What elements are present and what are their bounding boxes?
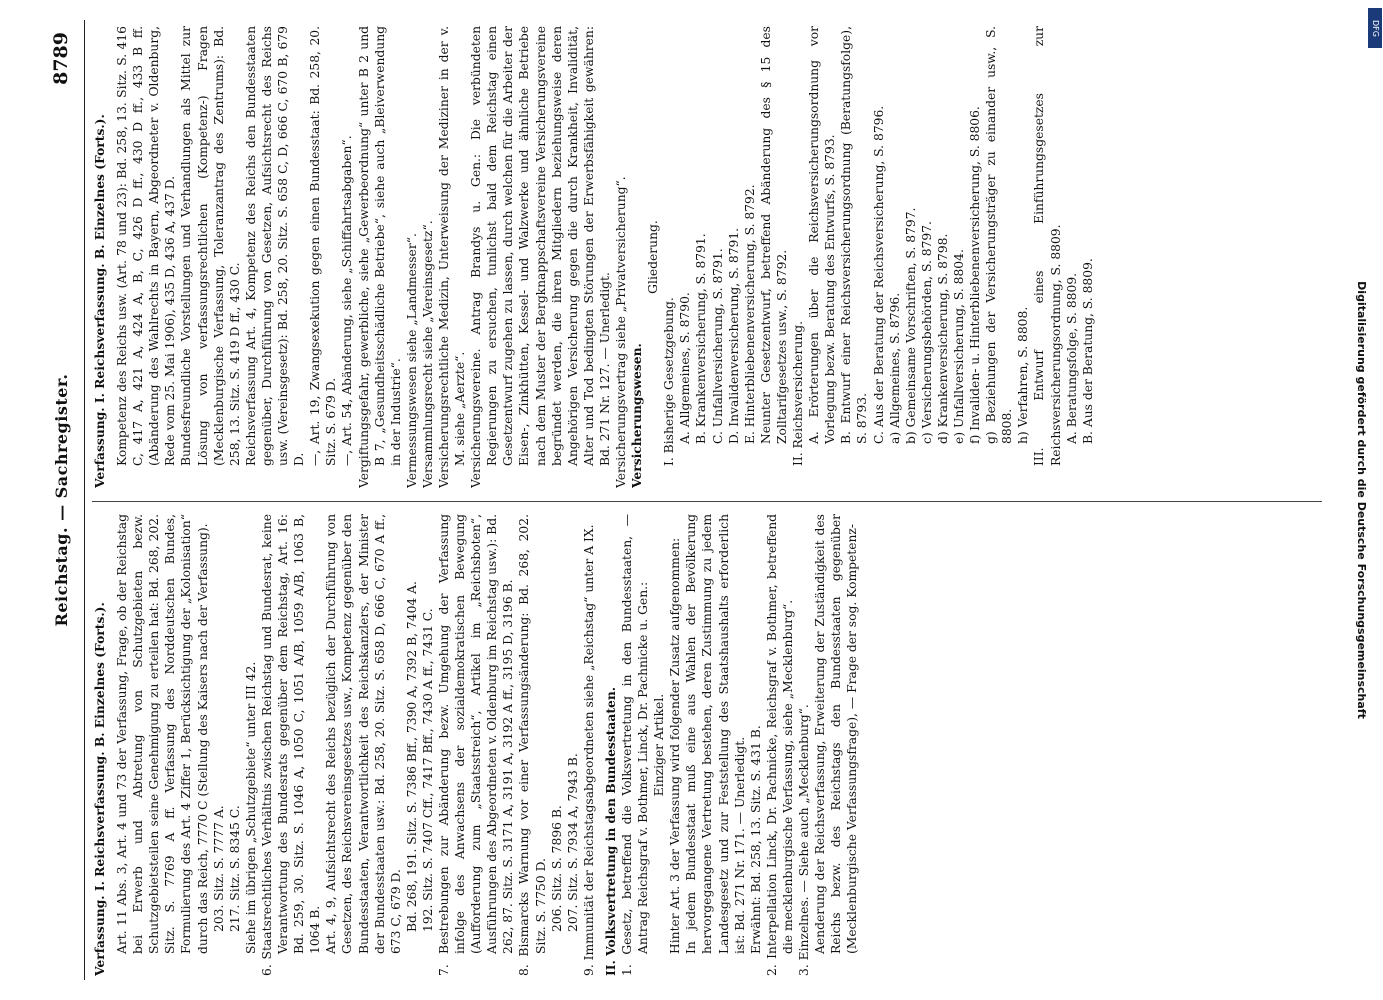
rotated-page: [40, 20, 1340, 980]
index-entry: Vermessungswesen siehe „Landmesser“.: [404, 233, 419, 488]
outline-title: Gliederung.: [646, 220, 661, 294]
outline-item: d) Krankenversicherung, S. 8798.: [935, 233, 950, 444]
numbered-item: 6. Staatsrechtliches Verhältnis zwischen Reichstag und Bundesrat, keine Verantwortung des Bundesrats gegenüber dem Reichstag, Art. 16: Bd. 259, 30. Sitz. S. 1046 A, 1050 C, 1051 A/B, 1059 A/B, 1063 B, 1064 B.: [259, 514, 323, 976]
article-title: Einziger Artikel.: [652, 693, 667, 797]
dfg-logo: DFG: [1368, 8, 1382, 48]
page-header: [48, 20, 78, 980]
outline-item: Neunter Gesetzentwurf, betreffend Abänderung des § 15 des Zolltarifgesetzes usw., S. 8792.: [758, 26, 789, 444]
paragraph: —, Art. 54, Abänderung, siehe „Schiffahrtsabgaben“.: [340, 135, 355, 466]
paragraph: Kompetenz des Reichs usw. (Art. 78 und 23): Bd. 258, 13. Sitz. S. 416 C, 417 A, 421 A, 424 A, B, C, 426 D ff., 430 D ff., 433 B ff. (Abänderung des Wahlrechts in Bayern, Abgeordneter v. Oldenburg, Rede vom 25. Mai 1906), 435 D, 436 A, 437 D.: [115, 26, 178, 466]
numbered-item: 3. Einzelnes. — Siehe auch „Mecklenburg“.: [797, 704, 812, 976]
outline-item: C. Unfallversicherung, S. 8791.: [710, 248, 725, 444]
outline-item: III. Entwurf eines Einführungsgesetzes zur Reichsversicherungsordnung, S. 8809.: [1032, 26, 1063, 466]
paragraph: Bundesfreundliche Vorstellungen und Verhandlungen als Mittel zur Lösung von verfassungsrechtlichen (Kompetenz-) Fragen (Mecklenburgische Verfassung, Toleranzantrag des Zentrums): Bd. 258, 13. Sitz. S. 419 D ff., 430 C.: [179, 26, 242, 466]
outline-item: II. Reichsversicherung.: [791, 320, 806, 466]
outline-item: f) Invaliden- u. Hinterbliebenenversicherung, S. 8806.: [968, 106, 983, 444]
outline-item: I. Bisherige Gesetzgebung.: [662, 297, 677, 466]
numbered-item: 2. Interpellation Linck, Dr. Pachnicke, Reichsgraf v. Bothmer, betreffend die mecklenburgische Verfassung, siehe „Mecklenburg“.: [764, 514, 795, 976]
outline-item: A. Beratungsfolge, S. 8809.: [1064, 272, 1079, 444]
paragraph: —, Art. 19, Zwangsexekution gegen einen Bundesstaat: Bd. 258, 20. Sitz. S. 679 D.: [308, 26, 339, 466]
outline-item: b) Gemeinsame Vorschriften, S. 8797.: [903, 207, 918, 444]
index-entry: Versicherungsrechtliche Medizin, Unterweisung der Mediziner in der v. M. siehe „Aerzte“.: [436, 26, 468, 488]
index-entry: Versammlungsrecht siehe „Vereinsgesetz“.: [420, 220, 435, 488]
outline-item: B. Krankenversicherung, S. 8791.: [694, 233, 709, 444]
reference: Erwähnt: Bd. 258, 13. Sitz. S. 431 B.: [748, 725, 763, 954]
reference: 203. Sitz. S. 7777 A.: [211, 805, 226, 932]
numbered-item: 8. Bismarcks Warnung vor einer Verfassungsänderung: Bd. 268, 202. Sitz. S. 7750 D.: [517, 514, 548, 976]
outline-item: g) Beziehungen der Versicherungsträger zu einander usw., S. 8808.: [984, 26, 1015, 444]
outline-item: D. Invalidenversicherung, S. 8791.: [726, 227, 741, 444]
outline-item: a) Allgemeines, S. 8796.: [887, 292, 902, 444]
index-entry: Versicherungsvertrag siehe „Privatversicherung“.: [614, 176, 628, 488]
paragraph: Siehe im übrigen „Schutzgebiete“ unter III 42.: [243, 661, 258, 954]
outline-item: A. Allgemeines, S. 8790.: [678, 292, 693, 444]
column-heading: Verfassung. I. Reichsverfassung. B. Einzelnes (Forts.).: [92, 602, 107, 976]
outline-item: B. Aus der Beratung, S. 8809.: [1080, 258, 1095, 444]
section-heading: II. Volksvertretung in den Bundesstaaten.: [602, 686, 618, 976]
paragraph: Aenderung der Reichsverfassung, Erweiterung der Zuständigkeit des Reichs bezw. des Reichstags den Bundesstaaten gegenüber (Mecklenburgische Verfassungsfrage), — Frage der sog. Kompetenz-: [813, 514, 860, 954]
index-entry-heading: Versicherungswesen.: [629, 343, 645, 488]
outline-item: c) Versicherungsbehörden, S. 8797.: [919, 221, 934, 444]
numbered-item: 9. Immunität der Reichstagsabgeordneten siehe „Reichstag“ unter A IX.: [581, 524, 596, 976]
reference: 192. Sitz. S. 7407 Cff., 7417 Bff., 7430 A ff., 7431 C.: [420, 608, 435, 932]
header-rule: [84, 20, 85, 980]
left-column: [92, 514, 1322, 976]
index-entry: Versicherungsvereine. Antrag Brandys u. Gen.: Die verbündeten Regierungen zu ersuchen, tunlichst bald dem Reichstag einen Gesetzentwurf zugehen zu lassen, durch welchen für die Arbeiter der Eisen-, Zinkhütten, Kessel- und Walzwerke und ähnliche Betriebe nach dem Muster der Bergknappschaftsvereine Versicherungsvereine begründet werden, die ihren Mitgliedern beziehungsweise deren Angehörigen Versicherung gegen die durch Krankheit, Invalidität, Alter und Tod bedingten Störungen der Erwerbsfähigkeit gewähren: Bd. 271 Nr. 127. — Unerledigt.: [469, 26, 612, 488]
reference: Bd. 268, 191. Sitz. S. 7386 Bff., 7390 A, 7392 B, 7404 A.: [404, 581, 419, 932]
column-divider: [92, 501, 1322, 502]
page-title: Reichstag. — Sachregister.: [52, 373, 71, 627]
reference: 217. Sitz. S. 8345 C.: [227, 805, 242, 932]
outline-item: h) Verfahren, S. 8808.: [1016, 306, 1031, 444]
outline-item: C. Aus der Beratung der Reichsversicherung, S. 8796.: [871, 105, 886, 444]
numbered-item: 1. Gesetz, betreffend die Volksvertretung in den Bundesstaaten, — Antrag Reichsgraf v. Bothmer, Linck, Dr. Pachnicke u. Gen.:: [620, 514, 651, 976]
column-heading: Verfassung. I. Reichsverfassung. B. Einzelnes (Forts.).: [92, 114, 107, 488]
digitization-credit: Digitalisierung gefördert durch die Deutsche Forschungsgemeinschaft: [1355, 281, 1368, 719]
outline-item: E. Hinterbliebenenversicherung, S. 8792.: [742, 184, 757, 444]
page-number: 8789: [50, 32, 72, 85]
paragraph: Art. 4, 9, Aufsichtsrecht des Reichs bezüglich der Durchführung von Gesetzen, des Reichsvereinsgesetzes usw., Kompetenz gegenüber den Bundesstaaten, Verantwortlichkeit des Reichskanzlers, der Minister der Bundesstaaten usw.: Bd. 258, 20. Sitz. S. 658 D, 666 C, 670 A ff., 673 C, 679 D.: [324, 514, 403, 954]
index-entry: Vergiftungsgefahr, gewerbliche, siehe „Gewerbeordnung“ unter B 2 und B 7, „Gesundheitsschädliche Betriebe“, siehe auch „Bleiverwendung in der Industrie“.: [356, 26, 403, 488]
reference: 206. Sitz. S. 7896 B.: [549, 805, 564, 932]
outline-item: A. Erörterungen über die Reichsversicherungsordnung vor Vorlegung bezw. Beratung des Entwurfs, S. 8793.: [807, 26, 838, 444]
paragraph: Art. 11 Abs. 3, Art. 4 und 73 der Verfassung, Frage, ob der Reichstag bei Erwerb und Abtretung von Schutzgebieten bezw. Schutzgebietsteilen seine Genehmigung zu erteilen hat: Bd. 268, 202. Sitz. S. 7769 A ff. Verfassung des Norddeutschen Bundes, Formulierung des Art. 4 Ziffer 1, Berücksichtigung der „Kolonisation“ durch das Reich, 7770 C (Stellung des Kaisers nach der Verfassung).: [115, 514, 210, 954]
paragraph: In jedem Bundesstaat muß eine aus Wahlen der Bevölkerung hervorgegangene Vertretung bestehen, deren Zustimmung zu jedem Landesgesetz und zur Feststellung des Staatshaushalts erforderlich ist: Bd. 271 Nr. 171. — Unerledigt.: [684, 514, 747, 954]
right-column: [92, 26, 1322, 488]
reference: 207. Sitz. S. 7934 A, 7943 B.: [565, 753, 580, 932]
outline-item: e) Unfallversicherung, S. 8804.: [951, 249, 966, 444]
paragraph: Hinter Art. 3 der Verfassung wird folgender Zusatz aufgenommen:: [668, 537, 683, 954]
paragraph: Reichsverfassung Art. 4, Kompetenz des Reichs den Bundesstaaten gegenüber, Durchführung von Gesetzen, Aufsichtsrecht des Reichs usw. (Vereinsgesetz): Bd. 258, 20. Sitz. S. 658 C, D, 666 C, 670 B, 679 D.: [243, 26, 307, 466]
outline-item: B. Entwurf einer Reichsversicherungsordnung (Beratungsfolge), S. 8793.: [839, 26, 870, 444]
numbered-item: 7. Bestrebungen zur Abänderung bezw. Umgehung der Verfassung infolge des Anwachsens der sozialdemokratischen Bewegung (Aufforderung zum „Staatsstreich“, Artikel im „Reichsboten“, Ausführungen des Abgeordneten v. Oldenburg im Reichstag usw.): Bd. 262, 87. Sitz. S. 3171 A, 3191 A, 3192 A ff., 3195 D, 3196 B.: [436, 514, 516, 976]
